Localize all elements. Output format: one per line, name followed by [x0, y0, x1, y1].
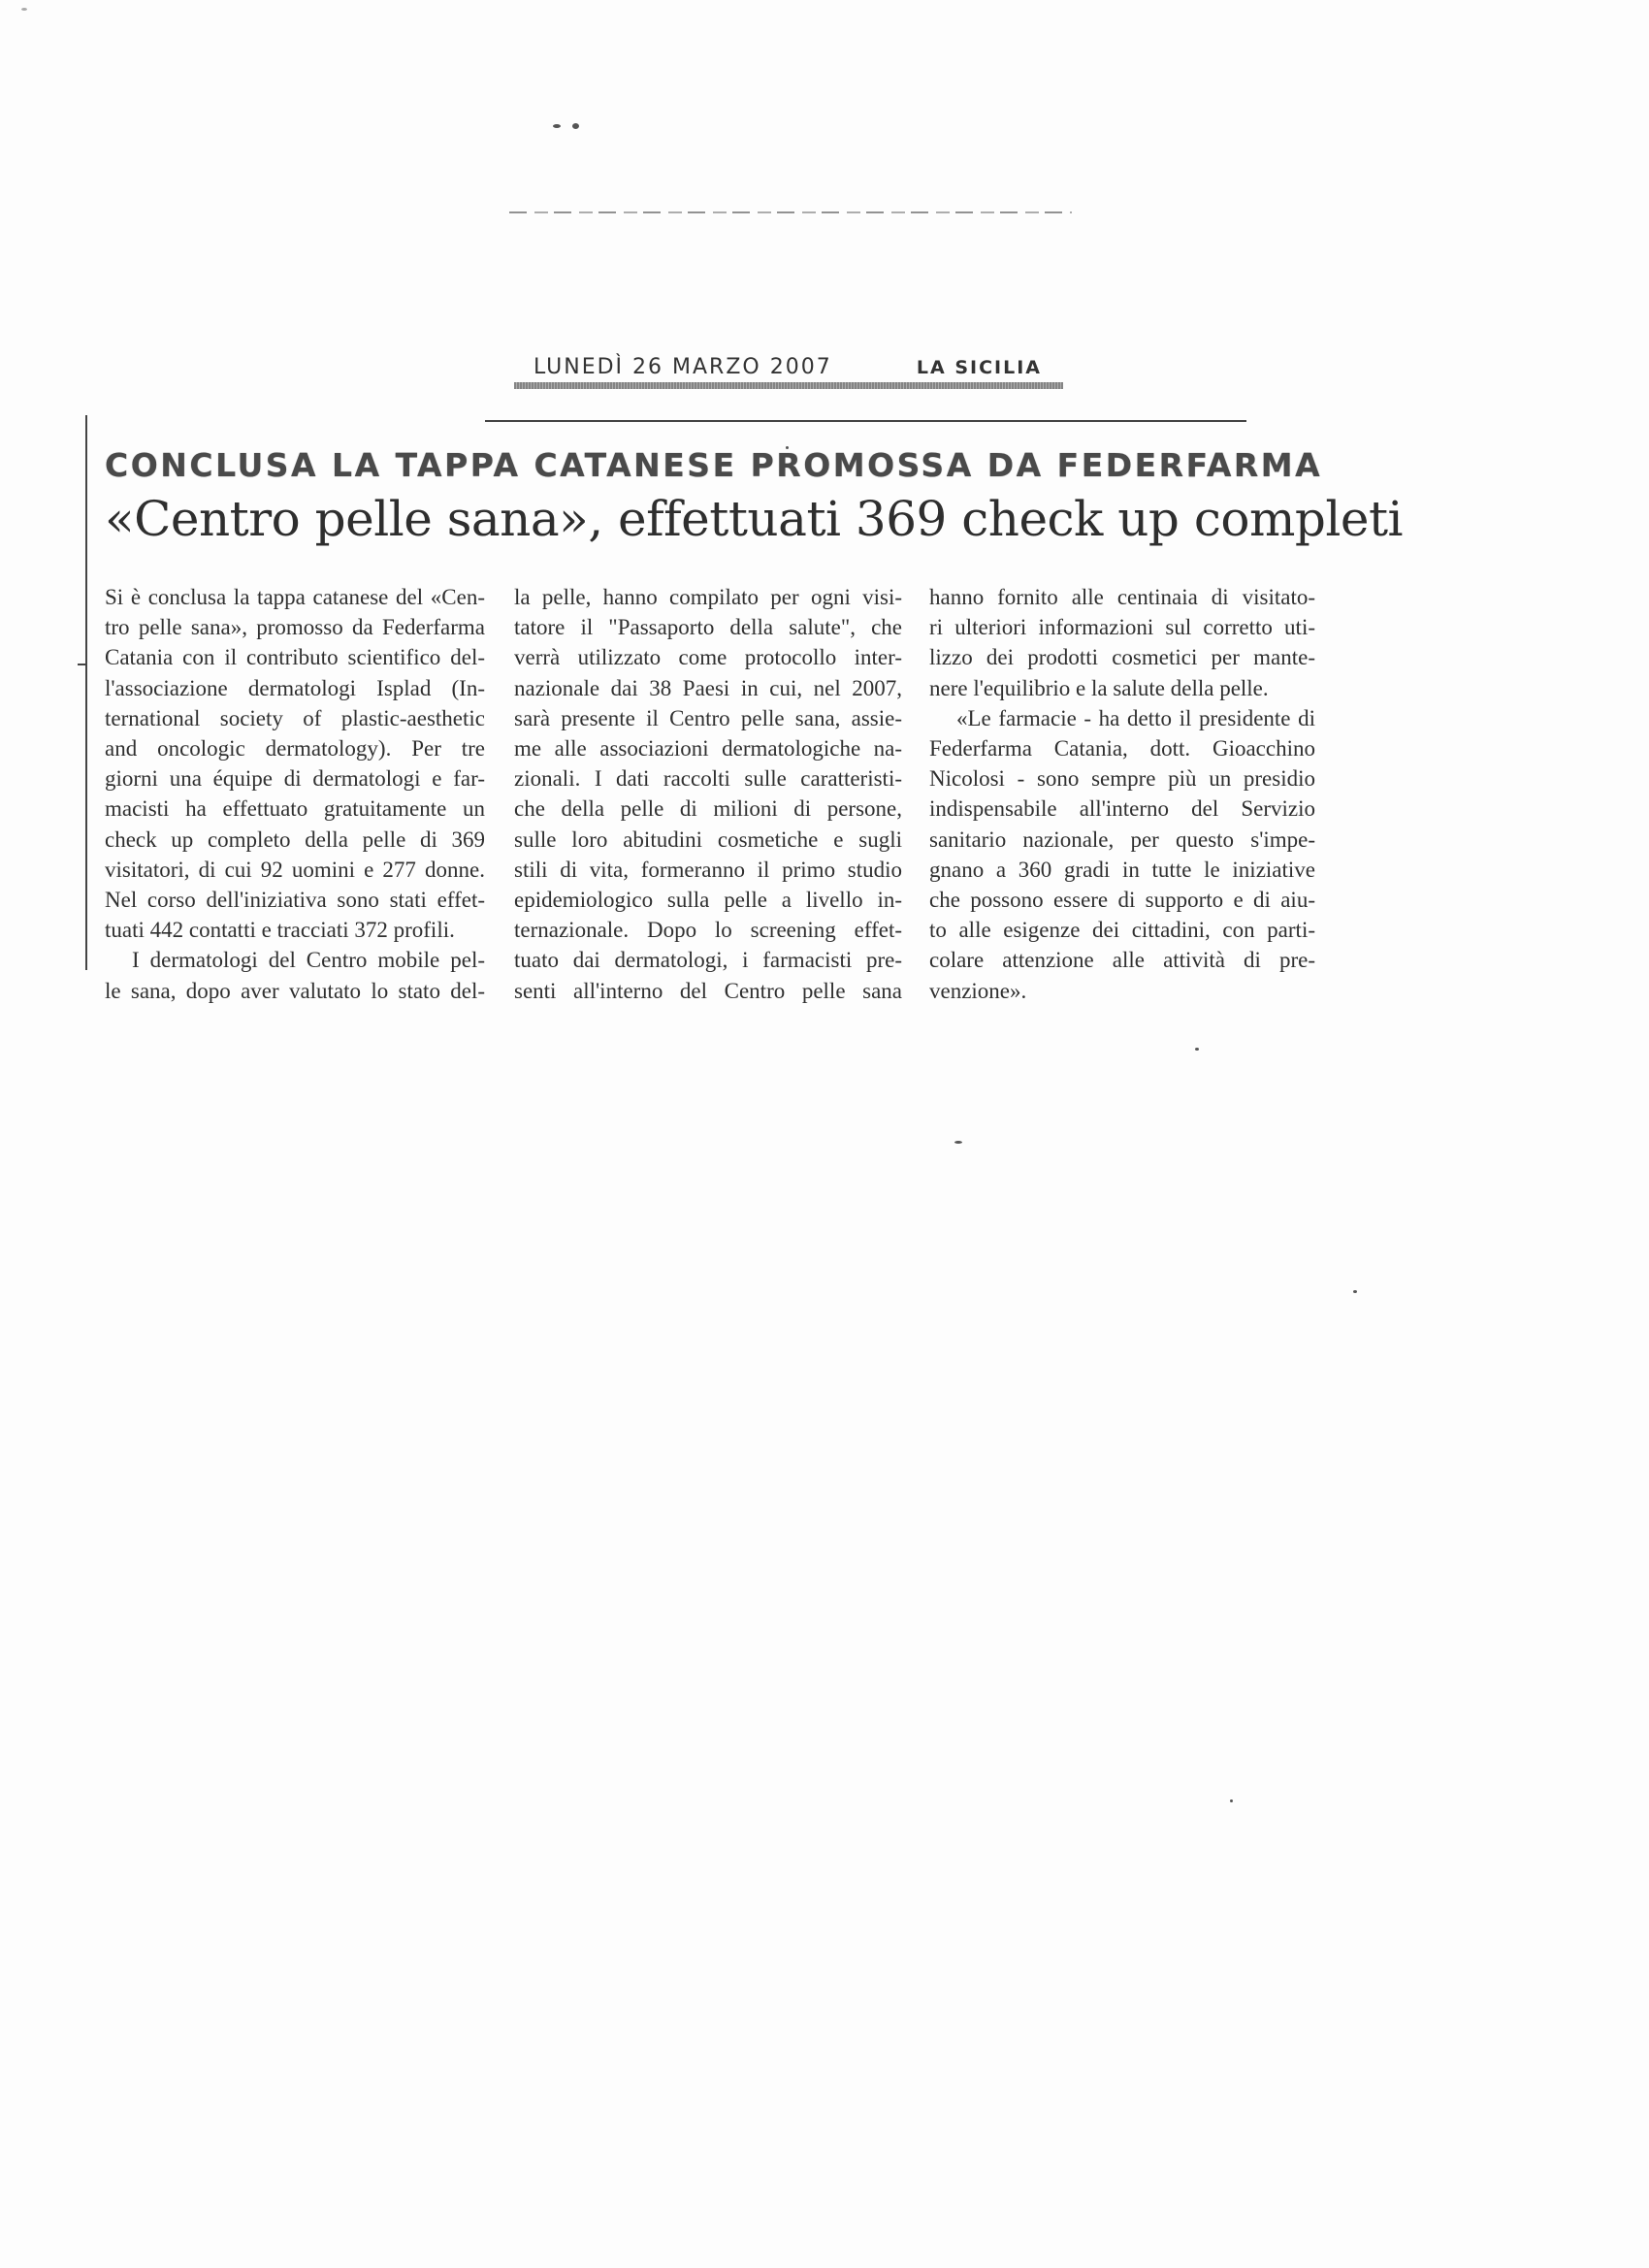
text-line: zionali. I dati raccolti sulle caratteristi- — [514, 766, 902, 792]
text-line: ternational society of plastic-aesthetic — [105, 705, 485, 730]
scan-speck — [1230, 1799, 1233, 1802]
text-line: che possono essere di supporto e di aiu- — [929, 888, 1315, 913]
text-line: indispensabile all'interno del Servizio — [929, 796, 1315, 822]
text-line: che della pelle di milioni di persone, — [514, 796, 902, 822]
text-line: colare attenzione alle attività di pre- — [929, 948, 1315, 973]
text-line: l'associazione dermatologi Isplad (In- — [105, 675, 485, 700]
article-left-tick — [78, 664, 85, 665]
article-top-rule — [485, 420, 1246, 422]
article-headline: «Centro pelle sana», effettuati 369 check up completi — [105, 491, 1404, 547]
scan-line — [509, 211, 1072, 213]
text-line: visitatori, di cui 92 uomini e 277 donne. — [105, 857, 485, 882]
scan-speck — [21, 8, 27, 11]
text-line: me alle associazioni dermatologiche na- — [514, 736, 902, 761]
scan-speck — [1353, 1290, 1357, 1293]
scan-speck — [954, 1141, 962, 1144]
text-line: la pelle, hanno compilato per ogni visi- — [514, 585, 902, 609]
masthead-date: LUNEDÌ 26 MARZO 2007 — [534, 355, 832, 379]
article-column-2 — [514, 582, 902, 1006]
scan-speck — [1195, 1048, 1199, 1051]
text-line: tatore il "Passaporto della salute", che — [514, 615, 902, 640]
text-line: tuati 442 contatti e tracciati 372 profili. — [105, 918, 455, 943]
text-line: hanno fornito alle centinaia di visitato- — [929, 585, 1315, 609]
text-line: «Le farmacie - ha detto il presidente di — [956, 705, 1315, 730]
text-line: sulle loro abitudini cosmetiche e sugli — [514, 826, 902, 852]
masthead — [514, 351, 1063, 390]
text-line: and oncologic dermatology). Per tre — [105, 736, 485, 761]
text-line: nere l'equilibrio e la salute della pelle. — [929, 675, 1269, 700]
masthead-paper-name: LA SICILIA — [916, 357, 1042, 378]
text-line: gnano a 360 gradi in tutte le iniziative — [929, 857, 1315, 882]
text-line: to alle esigenze dei cittadini, con parti- — [929, 918, 1315, 943]
masthead-rule — [514, 382, 1063, 389]
text-line: senti all'interno del Centro pelle sana — [514, 978, 902, 1003]
text-line: tuato dai dermatologi, i farmacisti pre- — [514, 948, 902, 973]
text-line: I dermatologi del Centro mobile pel- — [132, 948, 485, 973]
text-line: nazionale dai 38 Paesi in cui, nel 2007, — [514, 675, 902, 700]
text-line: check up completo della pelle di 369 — [105, 826, 485, 852]
text-line: sanitario nazionale, per questo s'impe- — [929, 826, 1315, 852]
text-line: Nicolosi - sono sempre più un presidio — [929, 766, 1315, 792]
text-line: lizzo dei prodotti cosmetici per mante- — [929, 645, 1315, 670]
article-column-1 — [105, 582, 485, 1006]
text-line: ternazionale. Dopo lo screening effet- — [514, 918, 902, 943]
article-kicker: CONCLUSA LA TAPPA CATANESE PROMOSSA DA FEDERFARMA — [105, 446, 1323, 484]
text-line: ri ulteriori informazioni sul corretto uti- — [929, 615, 1315, 640]
text-line: venzione». — [929, 978, 1027, 1003]
text-line: macisti ha effettuato gratuitamente un — [105, 796, 485, 822]
text-line: Catania con il contributo scientifico del- — [105, 645, 485, 670]
text-line: tro pelle sana», promosso da Federfarma — [105, 615, 485, 640]
text-line: giorni una équipe di dermatologi e far- — [105, 766, 485, 792]
article-column-3 — [929, 582, 1315, 1006]
text-line: Si è conclusa la tappa catanese del «Cen- — [105, 585, 485, 609]
scan-speck — [572, 123, 579, 129]
text-line: epidemiologico sulla pelle a livello in- — [514, 888, 902, 913]
text-line: sarà presente il Centro pelle sana, assie- — [514, 705, 902, 730]
scan-speck — [553, 124, 561, 128]
text-line: Federfarma Catania, dott. Gioacchino — [929, 736, 1315, 761]
text-line: Nel corso dell'iniziativa sono stati effet- — [105, 888, 485, 913]
article-left-rule — [85, 415, 87, 970]
text-line: stili di vita, formeranno il primo studio — [514, 857, 902, 882]
text-line: le sana, dopo aver valutato lo stato del- — [105, 978, 485, 1003]
text-line: verrà utilizzato come protocollo inter- — [514, 645, 902, 670]
